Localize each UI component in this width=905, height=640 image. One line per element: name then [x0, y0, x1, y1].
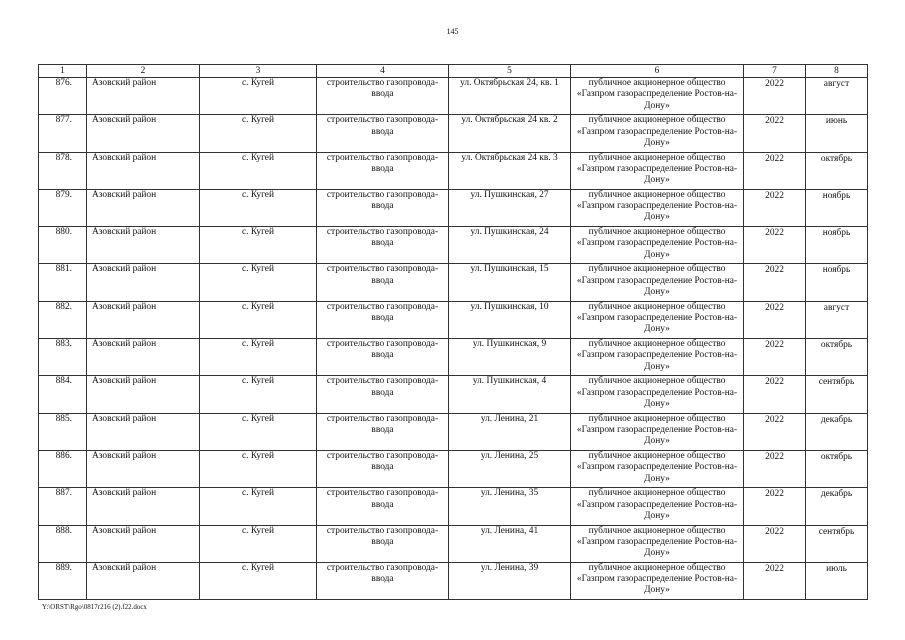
year-cell: 2022: [744, 189, 806, 226]
year-cell: 2022: [744, 525, 806, 562]
row-number-cell: 888.: [39, 525, 87, 562]
year-cell: 2022: [744, 488, 806, 525]
settlement-cell: с. Кугей: [200, 413, 317, 450]
month-cell: октябрь: [806, 450, 868, 487]
row-number-cell: 879.: [39, 189, 87, 226]
column-header: 2: [87, 65, 200, 78]
row-number-cell: 878.: [39, 152, 87, 189]
district-cell: Азовский район: [87, 78, 200, 115]
organization-cell: публичное акционерное общество «Газпром газораспределение Ростов-на-Дону»: [571, 78, 744, 115]
table-row: [39, 488, 868, 525]
settlement-cell: с. Кугей: [200, 189, 317, 226]
table-row: [39, 413, 868, 450]
month-cell: октябрь: [806, 152, 868, 189]
address-cell: ул. Ленина, 41: [449, 525, 571, 562]
month-cell: сентябрь: [806, 376, 868, 413]
table-row: [39, 227, 868, 264]
work-type-cell: строительство газопровода-ввода: [317, 562, 449, 599]
table-row: [39, 450, 868, 487]
year-cell: 2022: [744, 78, 806, 115]
year-cell: 2022: [744, 264, 806, 301]
year-cell: 2022: [744, 339, 806, 376]
row-number-cell: 884.: [39, 376, 87, 413]
row-number-cell: 877.: [39, 115, 87, 152]
row-number-cell: 889.: [39, 562, 87, 599]
work-type-cell: строительство газопровода-ввода: [317, 413, 449, 450]
organization-cell: публичное акционерное общество «Газпром газораспределение Ростов-на-Дону»: [571, 264, 744, 301]
column-number-header-row: [39, 65, 868, 78]
column-header: 3: [200, 65, 317, 78]
year-cell: 2022: [744, 376, 806, 413]
work-type-cell: строительство газопровода-ввода: [317, 488, 449, 525]
table-row: [39, 301, 868, 338]
organization-cell: публичное акционерное общество «Газпром газораспределение Ростов-на-Дону»: [571, 376, 744, 413]
year-cell: 2022: [744, 227, 806, 264]
row-number-cell: 883.: [39, 339, 87, 376]
district-cell: Азовский район: [87, 189, 200, 226]
column-header: 7: [744, 65, 806, 78]
month-cell: ноябрь: [806, 189, 868, 226]
work-type-cell: строительство газопровода-ввода: [317, 152, 449, 189]
district-cell: Азовский район: [87, 301, 200, 338]
address-cell: ул. Пушкинская, 27: [449, 189, 571, 226]
month-cell: август: [806, 301, 868, 338]
footer-file-path: Y:\ORST\Rgo\0817r216 (2).f22.docx: [42, 603, 147, 611]
address-cell: ул. Ленина, 35: [449, 488, 571, 525]
row-number-cell: 886.: [39, 450, 87, 487]
row-number-cell: 882.: [39, 301, 87, 338]
work-type-cell: строительство газопровода-ввода: [317, 450, 449, 487]
work-type-cell: строительство газопровода-ввода: [317, 115, 449, 152]
year-cell: 2022: [744, 301, 806, 338]
row-number-cell: 876.: [39, 78, 87, 115]
organization-cell: публичное акционерное общество «Газпром газораспределение Ростов-на-Дону»: [571, 413, 744, 450]
address-cell: ул. Пушкинская, 10: [449, 301, 571, 338]
table-row: [39, 152, 868, 189]
registry-table-body: [39, 78, 868, 600]
district-cell: Азовский район: [87, 450, 200, 487]
address-cell: ул. Ленина, 39: [449, 562, 571, 599]
page-number: 145: [446, 27, 459, 36]
table-row: [39, 339, 868, 376]
month-cell: декабрь: [806, 413, 868, 450]
settlement-cell: с. Кугей: [200, 115, 317, 152]
organization-cell: публичное акционерное общество «Газпром газораспределение Ростов-на-Дону»: [571, 189, 744, 226]
work-type-cell: строительство газопровода-ввода: [317, 189, 449, 226]
table-row: [39, 525, 868, 562]
table-row: [39, 264, 868, 301]
table-row: [39, 562, 868, 599]
month-cell: октябрь: [806, 339, 868, 376]
address-cell: ул. Пушкинская, 15: [449, 264, 571, 301]
district-cell: Азовский район: [87, 339, 200, 376]
registry-table: [38, 64, 868, 600]
table-row: [39, 115, 868, 152]
organization-cell: публичное акционерное общество «Газпром газораспределение Ростов-на-Дону»: [571, 115, 744, 152]
settlement-cell: с. Кугей: [200, 339, 317, 376]
work-type-cell: строительство газопровода-ввода: [317, 376, 449, 413]
month-cell: ноябрь: [806, 264, 868, 301]
district-cell: Азовский район: [87, 562, 200, 599]
month-cell: декабрь: [806, 488, 868, 525]
year-cell: 2022: [744, 413, 806, 450]
organization-cell: публичное акционерное общество «Газпром газораспределение Ростов-на-Дону»: [571, 227, 744, 264]
work-type-cell: строительство газопровода-ввода: [317, 339, 449, 376]
table-row: [39, 78, 868, 115]
work-type-cell: строительство газопровода-ввода: [317, 78, 449, 115]
district-cell: Азовский район: [87, 413, 200, 450]
settlement-cell: с. Кугей: [200, 227, 317, 264]
address-cell: ул. Октябрьская 24 кв. 2: [449, 115, 571, 152]
column-header: 5: [449, 65, 571, 78]
month-cell: ноябрь: [806, 227, 868, 264]
settlement-cell: с. Кугей: [200, 376, 317, 413]
district-cell: Азовский район: [87, 227, 200, 264]
district-cell: Азовский район: [87, 488, 200, 525]
settlement-cell: с. Кугей: [200, 450, 317, 487]
column-header: 1: [39, 65, 87, 78]
work-type-cell: строительство газопровода-ввода: [317, 264, 449, 301]
work-type-cell: строительство газопровода-ввода: [317, 301, 449, 338]
table-row: [39, 376, 868, 413]
district-cell: Азовский район: [87, 525, 200, 562]
address-cell: ул. Пушкинская, 4: [449, 376, 571, 413]
address-cell: ул. Ленина, 21: [449, 413, 571, 450]
table-row: [39, 189, 868, 226]
organization-cell: публичное акционерное общество «Газпром газораспределение Ростов-на-Дону»: [571, 301, 744, 338]
column-header: 6: [571, 65, 744, 78]
settlement-cell: с. Кугей: [200, 152, 317, 189]
row-number-cell: 880.: [39, 227, 87, 264]
row-number-cell: 885.: [39, 413, 87, 450]
settlement-cell: с. Кугей: [200, 78, 317, 115]
month-cell: август: [806, 78, 868, 115]
month-cell: июнь: [806, 115, 868, 152]
settlement-cell: с. Кугей: [200, 525, 317, 562]
organization-cell: публичное акционерное общество «Газпром газораспределение Ростов-на-Дону»: [571, 488, 744, 525]
address-cell: ул. Октябрьская 24 кв. 3: [449, 152, 571, 189]
year-cell: 2022: [744, 562, 806, 599]
settlement-cell: с. Кугей: [200, 562, 317, 599]
year-cell: 2022: [744, 115, 806, 152]
year-cell: 2022: [744, 450, 806, 487]
organization-cell: публичное акционерное общество «Газпром газораспределение Ростов-на-Дону»: [571, 562, 744, 599]
organization-cell: публичное акционерное общество «Газпром газораспределение Ростов-на-Дону»: [571, 450, 744, 487]
address-cell: ул. Пушкинская, 9: [449, 339, 571, 376]
work-type-cell: строительство газопровода-ввода: [317, 227, 449, 264]
organization-cell: публичное акционерное общество «Газпром газораспределение Ростов-на-Дону»: [571, 152, 744, 189]
address-cell: ул. Пушкинская, 24: [449, 227, 571, 264]
district-cell: Азовский район: [87, 376, 200, 413]
month-cell: сентябрь: [806, 525, 868, 562]
district-cell: Азовский район: [87, 264, 200, 301]
column-header: 4: [317, 65, 449, 78]
settlement-cell: с. Кугей: [200, 301, 317, 338]
year-cell: 2022: [744, 152, 806, 189]
organization-cell: публичное акционерное общество «Газпром газораспределение Ростов-на-Дону»: [571, 339, 744, 376]
month-cell: июль: [806, 562, 868, 599]
settlement-cell: с. Кугей: [200, 488, 317, 525]
row-number-cell: 881.: [39, 264, 87, 301]
organization-cell: публичное акционерное общество «Газпром газораспределение Ростов-на-Дону»: [571, 525, 744, 562]
address-cell: ул. Ленина, 25: [449, 450, 571, 487]
address-cell: ул. Октябрьская 24, кв. 1: [449, 78, 571, 115]
district-cell: Азовский район: [87, 115, 200, 152]
work-type-cell: строительство газопровода-ввода: [317, 525, 449, 562]
column-header: 8: [806, 65, 868, 78]
district-cell: Азовский район: [87, 152, 200, 189]
row-number-cell: 887.: [39, 488, 87, 525]
settlement-cell: с. Кугей: [200, 264, 317, 301]
